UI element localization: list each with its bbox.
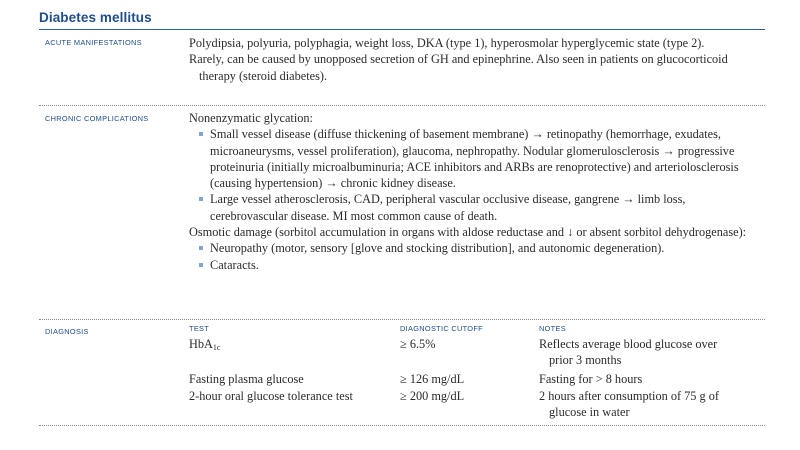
table-cell-test	[189, 336, 220, 352]
diagnosis-label: DIAGNOSIS	[45, 327, 89, 336]
list-item	[199, 240, 749, 256]
title-rule	[39, 29, 765, 30]
acute-manifestations-label: ACUTE MANIFESTATIONS	[45, 38, 142, 47]
test-name: HbA	[189, 337, 213, 351]
acute-paragraph: Polydipsia, polyuria, polyphagia, weight loss, DKA (type 1), hyperosmolar hyperglycemic state (type 2).	[189, 36, 705, 50]
bullet-square-icon	[199, 246, 203, 250]
table-cell-cutoff: ≥ 126 mg/dL	[400, 372, 465, 386]
column-header-cutoff: DIAGNOSTIC CUTOFF	[400, 324, 483, 333]
bullet-square-icon	[199, 263, 203, 267]
list-item	[199, 191, 749, 224]
list-item	[199, 126, 749, 191]
list-item-text: Small vessel disease (diffuse thickening of basement membrane) → retinopathy (hemorrhage, exudates, microaneurysms, vessel proliferation), glaucoma, nephropathy. Nodular glomerulosclerosis → progressive proteinuria (initially microalbuminuria; ACE inhibitors and ARBs are renoprotective) and arteriolosclerosis (causing hypertension) → chronic kidney disease.	[210, 127, 739, 191]
table-cell-notes: Fasting for > 8 hours	[539, 372, 643, 386]
section-divider	[39, 105, 765, 106]
table-cell-notes: Reflects average blood glucose over prior 3 months	[539, 337, 718, 368]
osmotic-list	[189, 240, 749, 273]
acute-paragraph: Rarely, can be caused by unopposed secretion of GH and epinephrine. Also seen in patients on glucocorticoid therapy (steroid diabetes).	[189, 52, 728, 83]
table-cell-notes: 2 hours after consumption of 75 g of glucose in water	[539, 389, 719, 420]
section-divider	[39, 425, 765, 426]
glycation-heading: Nonenzymatic glycation:	[189, 111, 313, 125]
list-item-text: Neuropathy (motor, sensory [glove and stocking distribution], and autonomic degeneration).	[210, 241, 665, 256]
table-cell-cutoff: ≥ 6.5%	[400, 337, 436, 351]
test-subscript: 1c	[212, 343, 221, 352]
bullet-square-icon	[199, 132, 203, 136]
chronic-complications-body	[189, 110, 749, 273]
column-header-notes: NOTES	[539, 324, 566, 333]
acute-manifestations-body	[189, 35, 749, 84]
chronic-complications-label: CHRONIC COMPLICATIONS	[45, 114, 149, 123]
glycation-list	[189, 126, 749, 224]
section-divider	[39, 319, 765, 320]
table-cell-test: Fasting plasma glucose	[189, 372, 304, 386]
bullet-square-icon	[199, 197, 203, 201]
page-title: Diabetes mellitus	[39, 10, 152, 25]
list-item-text: Large vessel atherosclerosis, CAD, peripheral vascular occlusive disease, gangrene → limb loss, cerebrovascular disease. MI most common cause of death.	[210, 192, 686, 223]
list-item	[199, 257, 749, 273]
osmotic-heading: Osmotic damage (sorbitol accumulation in organs with aldose reductase and ↓ or absent sorbitol dehydrogenase):	[189, 225, 747, 240]
column-header-test: TEST	[189, 324, 210, 333]
table-cell-test: 2-hour oral glucose tolerance test	[189, 389, 353, 403]
list-item-text: Cataracts.	[210, 257, 259, 272]
table-cell-cutoff: ≥ 200 mg/dL	[400, 389, 465, 403]
